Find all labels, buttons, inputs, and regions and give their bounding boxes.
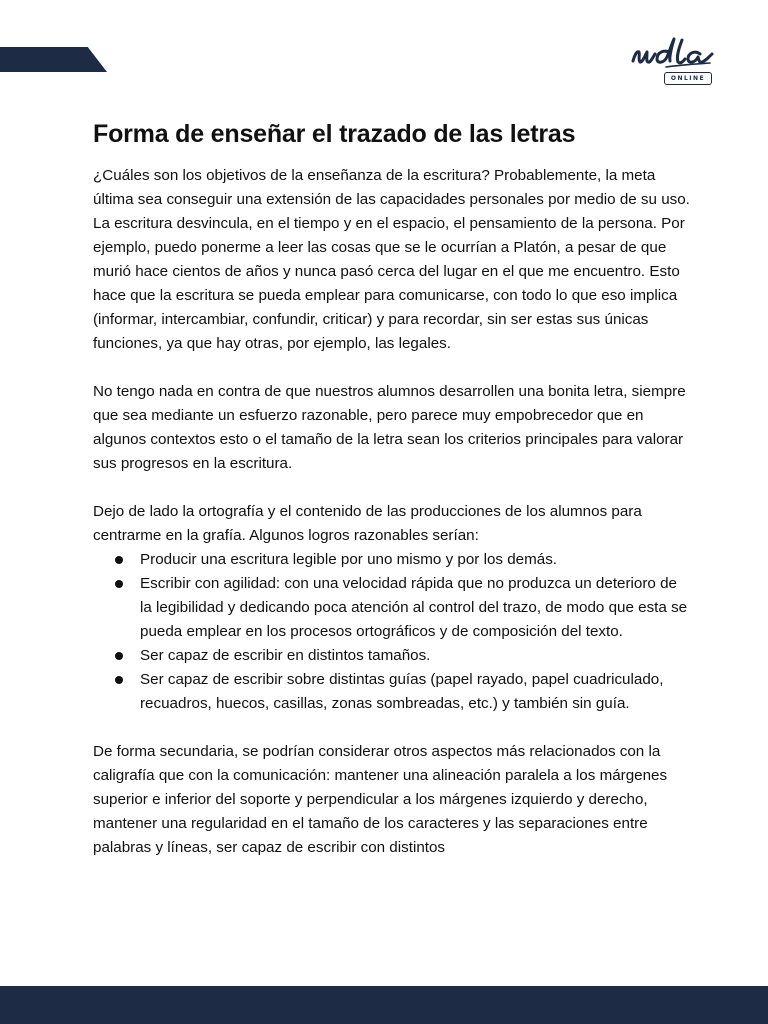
list-item — [93, 668, 693, 716]
list-item-text: Ser capaz de escribir sobre distintas guías (papel rayado, papel cuadriculado, recuadros, huecos, casillas, zonas sombreadas, etc.) y también sin guía. — [140, 671, 664, 712]
list-item-text: Ser capaz de escribir en distintos tamaños. — [140, 647, 431, 664]
header-accent-band — [0, 47, 107, 72]
paragraph-handwriting-opinion: No tengo nada en contra de que nuestros alumnos desarrollen una bonita letra, siempre que sea mediante un esfuerzo razonable, pero parece muy empobrecedor que en algunos contextos esto o el tamaño de la letra sean los criterios principales para valorar sus progresos en la escritura. — [93, 383, 686, 472]
bullet-icon — [115, 652, 123, 660]
bullet-icon — [115, 580, 123, 588]
list-item-text: Escribir con agilidad: con una velocidad rápida que no produzca un deterioro de la legibilidad y dedicando poca atención al control del trazo, de modo que esta se pueda emplear en los procesos ortográficos y de composición del texto. — [140, 575, 688, 640]
list-item — [93, 644, 693, 668]
goals-list — [93, 548, 693, 716]
document-title: Forma de enseñar el trazado de las letras — [93, 120, 576, 148]
bullet-icon — [115, 676, 123, 684]
paragraph-secondary-aspects: De forma secundaria, se podrían considerar otros aspectos más relacionados con la caligrafía que con la comunicación: mantener una alineación paralela a los márgenes superior e inferior del soporte y perpendicular a los márgenes izquierdo y derecho, mantener una regularidad en el tamaño de los caracteres y las separaciones entre palabras y líneas, ser capaz de escribir con distintos — [93, 743, 668, 856]
list-item — [93, 548, 693, 572]
paragraph-goals-intro: Dejo de lado la ortografía y el contenido de las producciones de los alumnos para centrarme en la grafía. Algunos logros razonables serían: — [93, 503, 642, 544]
udla-online-logo — [630, 36, 716, 94]
footer-band — [0, 986, 768, 1024]
document-body — [93, 114, 693, 860]
bullet-icon — [115, 556, 123, 564]
paragraph-objectives: ¿Cuáles son los objetivos de la enseñanza de la escritura? Probablemente, la meta última sea conseguir una extensión de las capacidades personales por medio de su uso. La escritura desvincula, en el tiempo y en el espacio, el pensamiento de la persona. Por ejemplo, puedo ponerme a leer las cosas que se le ocurrían a Platón, a pesar de que murió hace cientos de años y nunca pasó cerca del lugar en el que me encuentro. Esto hace que la escritura se pueda emplear para comunicarse, con todo lo que eso implica (informar, intercambiar, confundir, criticar) y para recordar, sin ser estas sus únicas funciones, ya que hay otras, por ejemplo, las legales. — [93, 167, 690, 352]
online-badge: ONLINE — [664, 72, 712, 85]
list-item-text: Producir una escritura legible por uno mismo y por los demás. — [140, 551, 558, 568]
udla-wordmark-icon — [630, 36, 716, 72]
list-item — [93, 572, 693, 644]
